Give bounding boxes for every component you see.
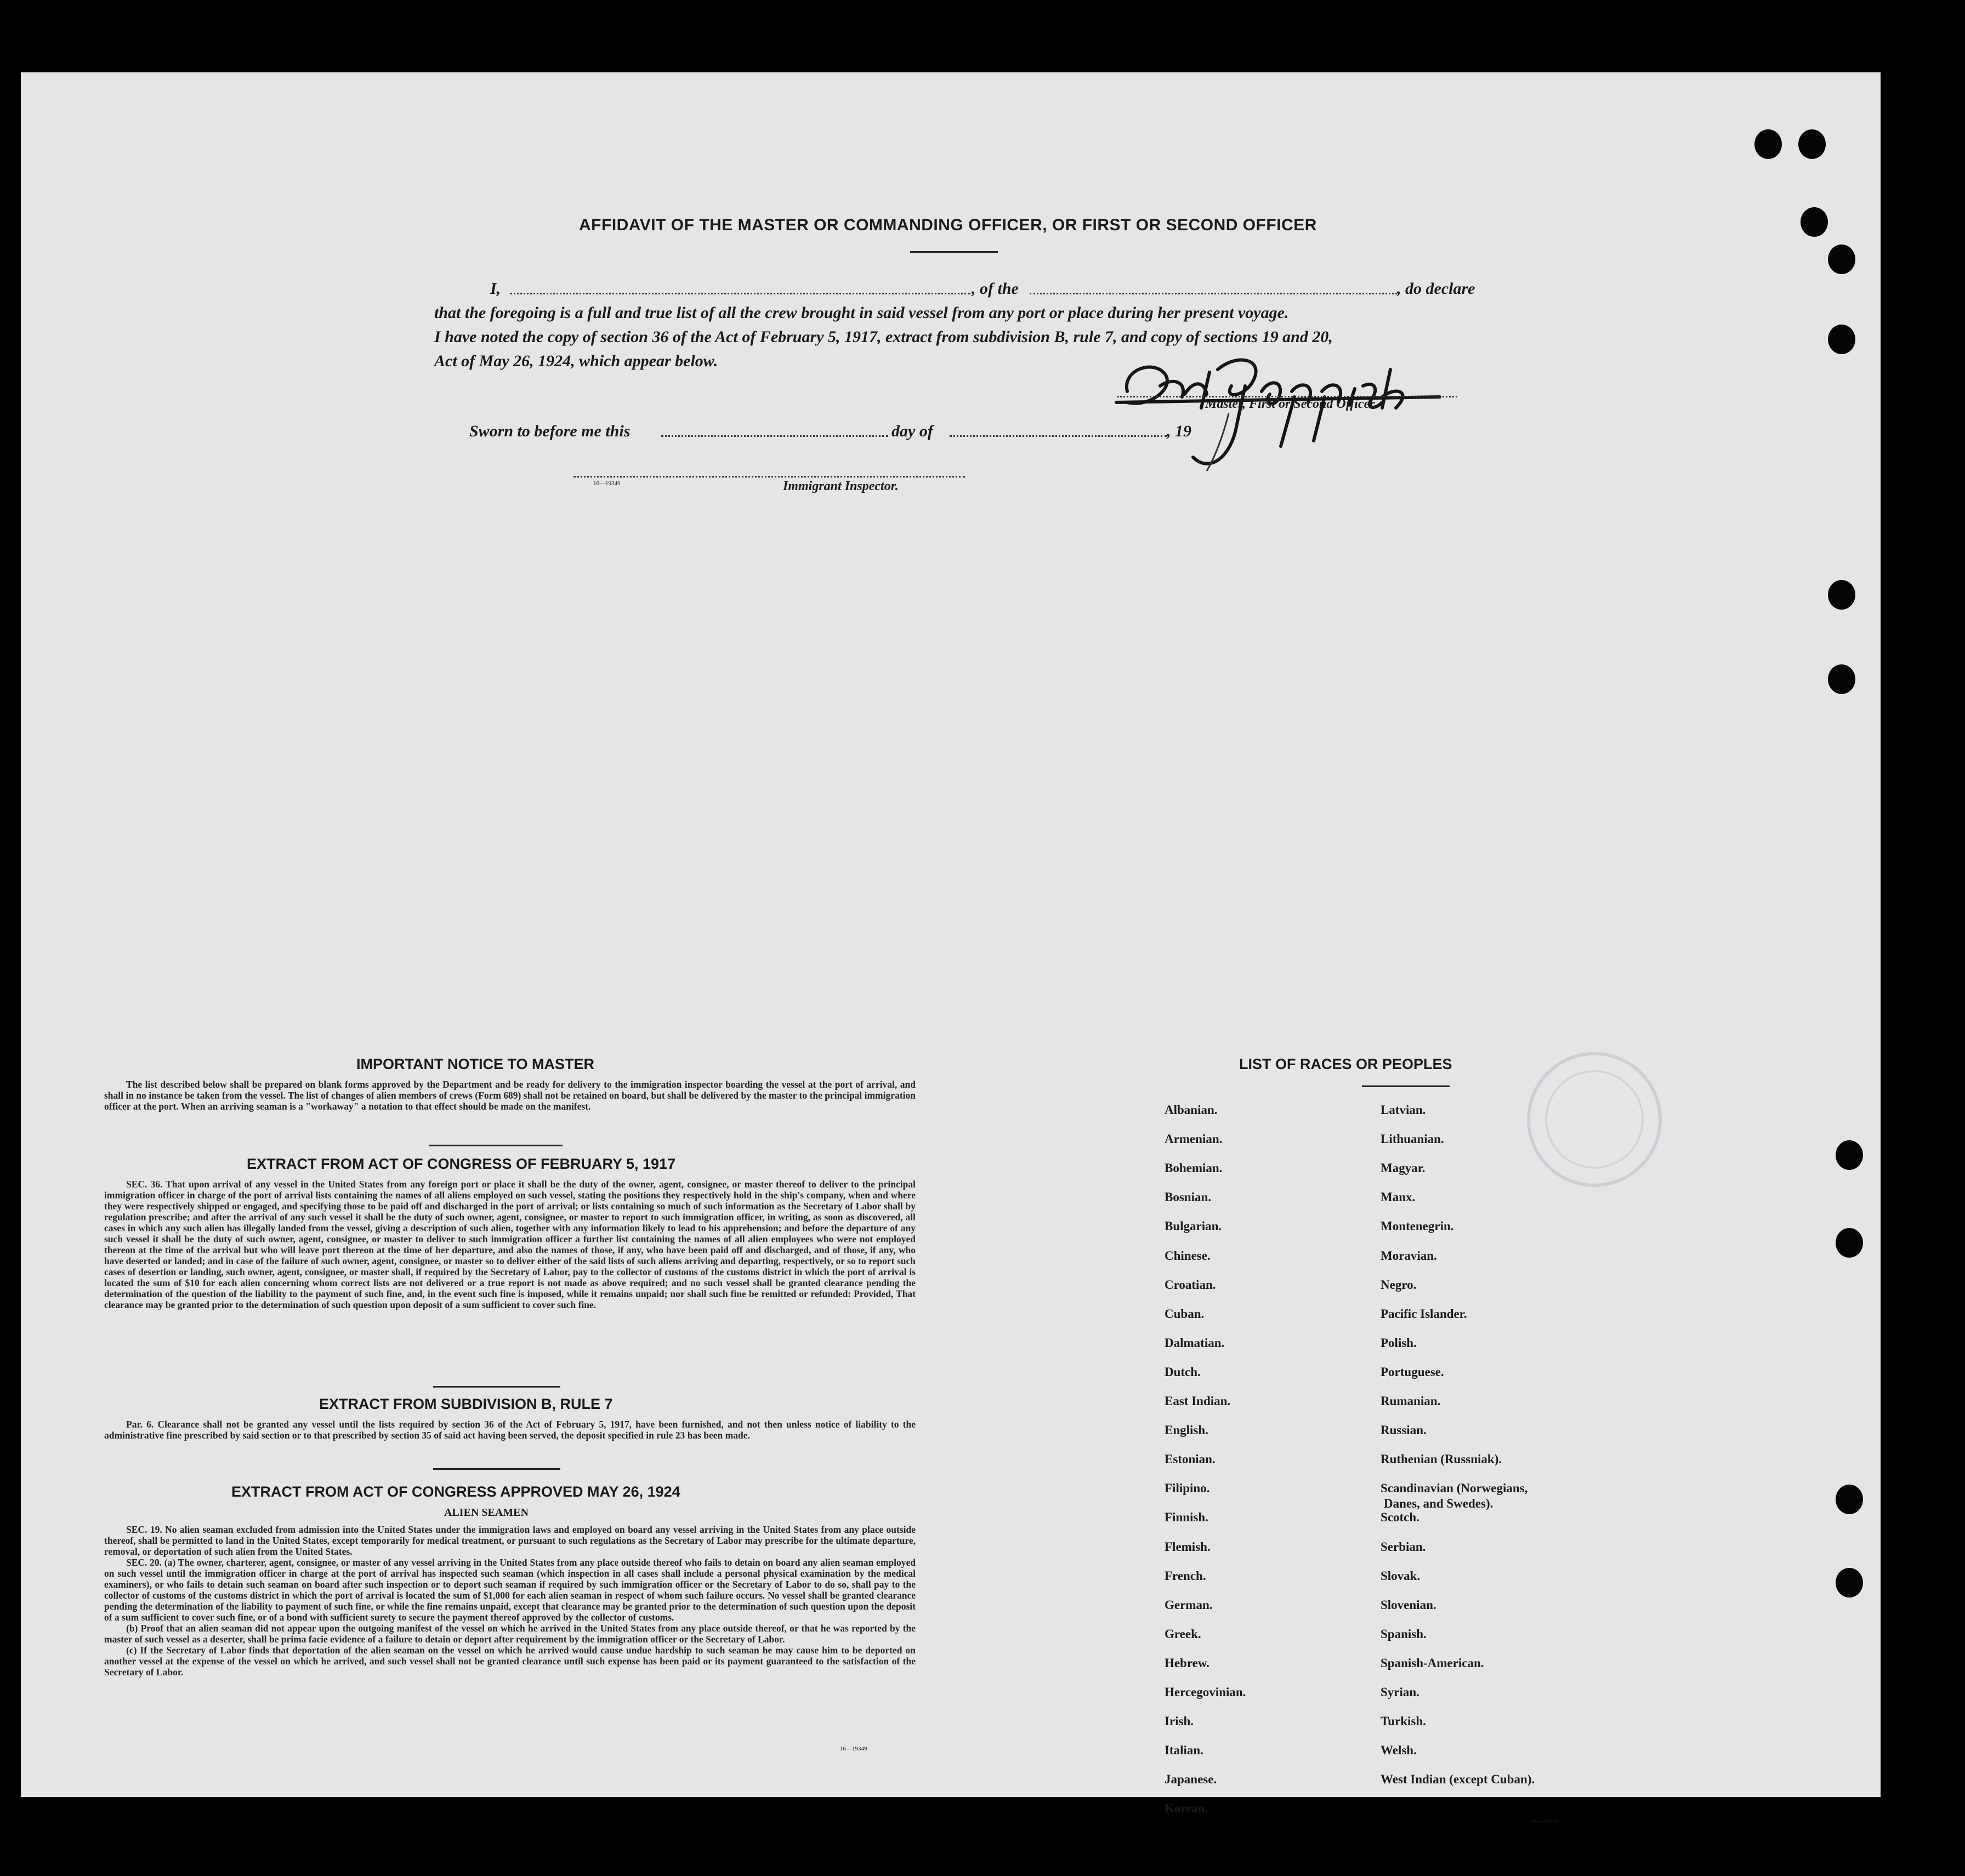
race-item: Italian. — [1165, 1743, 1203, 1758]
affidavit-line-4: Act of May 26, 1924, which appear below. — [434, 352, 718, 370]
race-item: Chinese. — [1165, 1248, 1211, 1263]
form-code-top: 16—19349 — [593, 480, 621, 487]
race-item: Spanish-American. — [1381, 1656, 1484, 1670]
race-item: Bulgarian. — [1165, 1219, 1222, 1233]
race-item: Cuban. — [1165, 1306, 1205, 1321]
race-item: Portuguese. — [1381, 1365, 1444, 1379]
binder-hole — [1754, 129, 1782, 159]
race-item: Manx. — [1381, 1190, 1416, 1204]
race-item: Croatian. — [1165, 1277, 1216, 1292]
race-item: Latvian. — [1381, 1103, 1426, 1117]
race-item: Pacific Islander. — [1381, 1306, 1467, 1321]
binder-hole — [1828, 325, 1855, 354]
race-item: Slovak. — [1381, 1568, 1421, 1583]
affidavit-title: AFFIDAVIT OF THE MASTER OR COMMANDING OFFICER, OR FIRST OR SECOND OFFICER — [579, 216, 1317, 234]
sec-20c-paragraph: (c) If the Secretary of Labor finds that deportation of the alien seaman on the vessel on which he arrived would cause undue hardship to such seaman he may cause him to be deported on another vessel at the expense of the vessel on which he arrived, and such vessel shall not be granted clearance until such expense has been paid or its payment guaranteed to the satisfaction of the Secretary of Labor. — [104, 1645, 916, 1678]
race-item: Estonian. — [1165, 1452, 1216, 1466]
divider-1 — [429, 1145, 563, 1146]
sec-20a-paragraph: SEC. 20. (a) The owner, charterer, agent, consignee, or master of any vessel arriving in the United States from any place outside thereof who fails to detain on board any alien seaman employed on such vessel until the immigration officer in charge at the port of arrival has inspected such seaman (which inspection in all cases shall include a personal physical examination by the medical examiners), or who fails to detain such seaman on board after such inspection or to deport such seaman if required by such immigration officer or the Secretary of Labor to do so, shall pay to the collector of customs of the customs district in which the port of arrival is located the sum of $1,000 for each alien seaman in respect of whom such failure occurs. No vessel shall be granted clearance pending the determination of the liability to payment of such fine, or while the fine remains unpaid, except that clearance may be granted prior to the determination of such question upon the deposit of a sum sufficient to cover such fine, or of a bond with sufficient surety to secure the payment thereof approved by the collector of customs. — [104, 1557, 916, 1623]
binder-hole — [1828, 580, 1855, 610]
race-item: Finnish. — [1165, 1510, 1208, 1525]
race-item: Slovenian. — [1381, 1598, 1436, 1612]
race-item: Irish. — [1165, 1714, 1194, 1729]
notice-text — [104, 1079, 916, 1112]
extract-1924-title: EXTRACT FROM ACT OF CONGRESS APPROVED MAY 26, 1924 — [231, 1483, 680, 1500]
race-item: Turkish. — [1381, 1714, 1426, 1729]
race-item: Flemish. — [1165, 1539, 1211, 1554]
inspector-signature-line — [573, 476, 965, 477]
binder-hole — [1836, 1568, 1863, 1598]
officer-label: Master, First or Second Officer. — [1205, 397, 1378, 411]
binder-hole — [1828, 664, 1855, 694]
race-item: Bosnian. — [1165, 1190, 1212, 1204]
races-title: LIST OF RACES OR PEOPLES — [1239, 1056, 1452, 1072]
sworn-year: , 19 — [1167, 422, 1191, 440]
sworn-day-line — [661, 435, 888, 437]
affidavit-line-2: that the foregoing is a full and true list of all the crew brought in said vessel from any port or place during her present voyage. — [434, 304, 1289, 322]
race-item: Hercegovinian. — [1165, 1685, 1246, 1699]
race-item: Serbian. — [1381, 1539, 1426, 1554]
race-item: West Indian (except Cuban). — [1381, 1772, 1535, 1787]
race-item: Korean. — [1165, 1801, 1208, 1816]
rule-7-title: EXTRACT FROM SUBDIVISION B, RULE 7 — [319, 1396, 613, 1412]
rule-7-text — [104, 1419, 916, 1441]
race-item: Dalmatian. — [1165, 1335, 1225, 1350]
races-underline — [1362, 1085, 1450, 1087]
race-item: Magyar. — [1381, 1161, 1426, 1175]
form-code-right: 16—19349 — [1531, 1818, 1558, 1824]
race-item: Greek. — [1165, 1627, 1201, 1641]
binder-hole — [1836, 1140, 1863, 1170]
alien-seamen-subtitle: ALIEN SEAMEN — [444, 1507, 529, 1519]
sworn-prefix: Sworn to before me this — [469, 422, 631, 440]
extract-1917-text — [104, 1179, 916, 1310]
affidavit-line-3: I have noted the copy of section 36 of the Act of February 5, 1917, extract from subdivision B, rule 7, and copy of sections 19 and 20, — [434, 328, 1333, 346]
race-item: East Indian. — [1165, 1394, 1231, 1408]
race-item: Negro. — [1381, 1277, 1417, 1292]
binder-hole — [1828, 245, 1855, 274]
race-item: Danes, and Swedes). — [1384, 1497, 1493, 1511]
extract-1917-title: EXTRACT FROM ACT OF CONGRESS OF FEBRUARY 5, 1917 — [247, 1156, 676, 1172]
race-item: Albanian. — [1165, 1103, 1218, 1117]
race-item: Ruthenian (Russniak). — [1381, 1452, 1502, 1466]
sworn-month-line — [950, 435, 1167, 437]
vessel-blank-line — [1030, 293, 1397, 294]
race-item: Bohemian. — [1165, 1161, 1223, 1175]
race-item: Filipino. — [1165, 1481, 1210, 1496]
race-item: Hebrew. — [1165, 1656, 1209, 1670]
race-item: Lithuanian. — [1381, 1132, 1444, 1146]
binder-hole — [1836, 1485, 1863, 1514]
race-item: Armenian. — [1165, 1132, 1223, 1146]
binder-hole — [1836, 1228, 1863, 1258]
sec-36-paragraph: SEC. 36. That upon arrival of any vessel in the United States from any foreign port or place it shall be the duty of the owner, agent, consignee, or master thereof to deliver to the principal immigration officer in charge of the port of arrival lists containing the names of all aliens employed on such vessel, stating the positions they respectively hold in the ship's company, when and where they were respectively shipped or engaged, and specifying those to be paid off and discharged in the port of arrival; or lists containing so much of such information as the Secretary of Labor shall by regulation prescribe; and after the arrival of any such vessel it shall be the duty of such owner, agent, consignee, or master to report to such immigration officer, in writing, as soon as discovered, all cases in which any such alien has illegally landed from the vessel, giving a description of such alien, together with any information likely to lead to his apprehension; and before the departure of any such vessel it shall be the duty of such owner, agent, consignee, or master to deliver to such immigration officer a further list containing the names of all alien employees who were not employed thereon at the time of the arrival but who will leave port thereon at the time of her departure, and also the names of those, if any, who have been paid off and discharged, and of those, if any, who have deserted or landed; and in case of the failure of such owner, agent, consignee, or master so to deliver either of the said lists of such aliens arriving and departing, respectively, or so to report such cases of desertion or landing, such owner, agent, consignee, or master shall, if required by the Secretary of Labor, pay to the collector of customs of the customs district in which the port of arrival is located the sum of $10 for each alien concerning whom correct lists are not delivered or a true report is not made as above required; and no such vessel shall be granted clearance pending the determination of the question of the liability to the payment of such fine, and, in the event such fine is imposed, while it remains unpaid; nor shall such fine be remitted or refunded: Provided, That clearance may be granted prior to the determination of such question upon deposit of a sum sufficient to cover such fine. — [104, 1179, 916, 1310]
title-underline — [910, 251, 998, 253]
race-item: Syrian. — [1381, 1685, 1419, 1699]
divider-2 — [433, 1386, 560, 1388]
notice-paragraph: The list described below shall be prepared on blank forms approved by the Department and be ready for delivery to the immigration inspector boarding the vessel at the port of arrival, and shall in no instance be taken from the vessel. The list of changes of alien members of crews (Form 689) shall not be retained on board, but shall be delivered by the master to the principal immigration officer at the port. When an arriving seaman is a "workaway" a notation to that effect should be made on the manifest. — [104, 1079, 916, 1112]
name-blank-line — [510, 293, 970, 294]
race-item: Montenegrin. — [1381, 1219, 1454, 1233]
extract-1924-text — [104, 1524, 916, 1678]
race-item: English. — [1165, 1423, 1208, 1437]
notice-title: IMPORTANT NOTICE TO MASTER — [356, 1056, 594, 1072]
affidavit-of-the: , of the — [972, 280, 1019, 298]
race-item: Dutch. — [1165, 1365, 1201, 1379]
race-item: Scotch. — [1381, 1510, 1419, 1525]
race-item: German. — [1165, 1598, 1213, 1612]
race-item: Scandinavian (Norwegians, — [1381, 1481, 1528, 1496]
race-item: Japanese. — [1165, 1772, 1217, 1787]
affidavit-declare: , do declare — [1397, 280, 1475, 298]
race-item: Welsh. — [1381, 1743, 1417, 1758]
rule-7-paragraph: Par. 6. Clearance shall not be granted any vessel until the lists required by section 36 of the Act of February 5, 1917, have been furnished, and not then unless notice of liability to the administrative fine prescribed by said section or to that prescribed by section 35 of said act having been served, the deposit specified in rule 23 has been made. — [104, 1419, 916, 1441]
race-item: Polish. — [1381, 1335, 1417, 1350]
race-item: Russian. — [1381, 1423, 1427, 1437]
affidavit-i: I, — [490, 280, 501, 298]
form-code-left: 16—19349 — [840, 1746, 867, 1752]
sec-20b-paragraph: (b) Proof that an alien seaman did not appear upon the outgoing manifest of the vessel on which he arrived in the United States from any place outside thereof, or that he was reported by the master of such vessel as a deserter, shall be prima facie evidence of a failure to detain or deport after requirement by the immigration officer or the Secretary of Labor. — [104, 1623, 916, 1645]
faint-seal-mark — [1518, 1043, 1671, 1196]
sec-19-paragraph: SEC. 19. No alien seaman excluded from admission into the United States under the immigration laws and employed on board any vessel arriving in the United States from any place outside thereof, shall be permitted to land in the United States, except temporarily for medical treatment, or pursuant to such regulations as the Secretary of Labor may prescribe for the ultimate departure, removal, or deportation of such alien from the United States. — [104, 1524, 916, 1557]
document-page — [21, 72, 1881, 1824]
inspector-label: Immigrant Inspector. — [783, 479, 899, 493]
race-item: Spanish. — [1381, 1627, 1427, 1641]
binder-hole — [1801, 207, 1828, 237]
divider-3 — [433, 1468, 560, 1470]
binder-hole — [1798, 129, 1826, 159]
race-item: Rumanian. — [1381, 1394, 1441, 1408]
race-item: Moravian. — [1381, 1248, 1437, 1263]
sworn-day-of: day of — [891, 422, 933, 440]
race-item: French. — [1165, 1568, 1206, 1583]
